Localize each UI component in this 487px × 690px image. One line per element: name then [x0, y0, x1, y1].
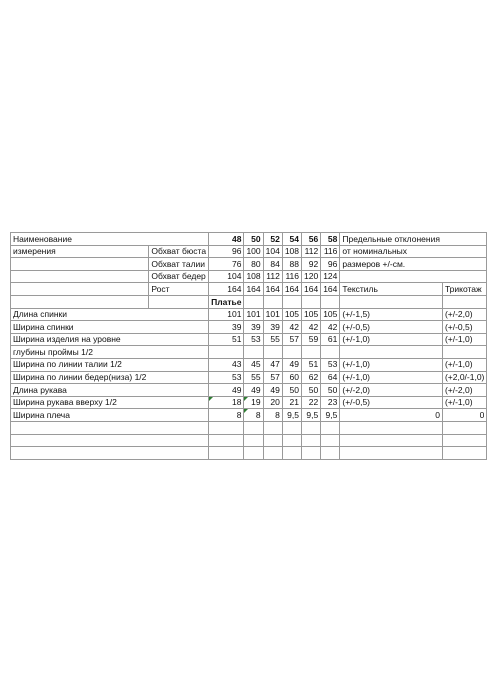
table-cell: 164 — [302, 283, 321, 296]
table-cell — [244, 421, 263, 434]
table-cell: 105 — [302, 308, 321, 321]
table-cell — [340, 447, 443, 460]
table-cell — [340, 421, 443, 434]
table-cell: 49 — [244, 384, 263, 397]
table-cell: 120 — [302, 270, 321, 283]
table-cell — [149, 396, 209, 409]
table-cell: 101 — [209, 308, 244, 321]
table-cell: Ширина спинки — [11, 321, 149, 334]
table-row — [11, 396, 487, 409]
table-cell — [209, 434, 244, 447]
table-cell: 164 — [244, 283, 263, 296]
table-cell — [149, 421, 209, 434]
table-cell — [282, 295, 301, 308]
table-cell: 39 — [244, 321, 263, 334]
table-cell: 0 — [442, 409, 486, 422]
table-cell: Длина рукава — [11, 384, 149, 397]
table-cell — [321, 447, 340, 460]
table-row — [11, 321, 487, 334]
table-cell: 105 — [282, 308, 301, 321]
table-cell — [340, 270, 443, 283]
table-cell: (+/-2,0) — [340, 384, 443, 397]
table-cell: Рост — [149, 283, 209, 296]
table-cell — [209, 346, 244, 359]
table-cell: 59 — [302, 333, 321, 346]
table-cell — [244, 346, 263, 359]
table-cell: 51 — [209, 333, 244, 346]
table-cell — [442, 447, 486, 460]
table-cell: 112 — [302, 245, 321, 258]
table-cell — [442, 233, 486, 246]
table-cell: 116 — [282, 270, 301, 283]
table-cell: 49 — [263, 384, 282, 397]
table-cell: 164 — [209, 283, 244, 296]
table-cell: 42 — [302, 321, 321, 334]
table-cell: 88 — [282, 258, 301, 271]
table-row — [11, 270, 487, 283]
table-cell: 43 — [209, 358, 244, 371]
table-row — [11, 371, 487, 384]
table-cell — [209, 447, 244, 460]
table-cell: 101 — [263, 308, 282, 321]
table-cell: 104 — [263, 245, 282, 258]
table-cell: Обхват талии — [149, 258, 209, 271]
table-cell — [149, 358, 209, 371]
table-cell: (+/-2,0) — [442, 308, 486, 321]
table-cell — [244, 447, 263, 460]
table-cell: 96 — [209, 245, 244, 258]
table-cell: 23 — [321, 396, 340, 409]
table-cell: 9,5 — [321, 409, 340, 422]
table-cell — [321, 434, 340, 447]
table-cell: (+/-1,0) — [442, 333, 486, 346]
table-row — [11, 409, 487, 422]
table-cell: 48 — [209, 233, 244, 246]
table-cell: (+/-1,0) — [340, 371, 443, 384]
table-cell: Текстиль — [340, 283, 443, 296]
table-cell: Ширина изделия на уровне — [11, 333, 149, 346]
table-cell: 39 — [263, 321, 282, 334]
table-cell: Обхват бюста — [149, 245, 209, 258]
table-cell: (+/-0,5) — [442, 321, 486, 334]
table-cell: (+/-1,0) — [442, 358, 486, 371]
table-cell: Наименование — [11, 233, 149, 246]
table-cell: 9,5 — [282, 409, 301, 422]
table-cell: 62 — [302, 371, 321, 384]
table-row — [11, 233, 487, 246]
table-cell — [149, 346, 209, 359]
table-row — [11, 346, 487, 359]
table-cell — [442, 346, 486, 359]
table-cell — [302, 447, 321, 460]
table-cell: Предельные отклонения — [340, 233, 443, 246]
table-cell — [340, 295, 443, 308]
table-cell — [302, 295, 321, 308]
table-row — [11, 295, 487, 308]
table-cell: 9,5 — [302, 409, 321, 422]
table-cell — [149, 233, 209, 246]
table-cell: 47 — [263, 358, 282, 371]
table-cell — [263, 421, 282, 434]
table-cell — [282, 434, 301, 447]
table-cell — [11, 447, 149, 460]
table-cell: 58 — [321, 233, 340, 246]
table-row — [11, 245, 487, 258]
table-cell: 54 — [282, 233, 301, 246]
table-cell: (+/-1,5) — [340, 308, 443, 321]
table-cell — [149, 308, 209, 321]
table-row — [11, 258, 487, 271]
table-cell: Ширина плеча — [11, 409, 149, 422]
table-cell — [209, 421, 244, 434]
table-cell: Обхват бедер — [149, 270, 209, 283]
table-cell: 21 — [282, 396, 301, 409]
table-cell: глубины проймы 1/2 — [11, 346, 149, 359]
table-cell: 104 — [209, 270, 244, 283]
table-cell — [244, 295, 263, 308]
table-cell — [11, 258, 149, 271]
table-cell: 39 — [209, 321, 244, 334]
table-cell: 108 — [244, 270, 263, 283]
table-cell — [321, 295, 340, 308]
table-cell — [11, 295, 149, 308]
table-row — [11, 283, 487, 296]
table-cell: измерения — [11, 245, 149, 258]
table-cell: 8 — [263, 409, 282, 422]
table-cell: (+/-0,5) — [340, 396, 443, 409]
table-cell — [282, 447, 301, 460]
table-cell: 60 — [282, 371, 301, 384]
table-cell: 0 — [340, 409, 443, 422]
table-cell: 50 — [302, 384, 321, 397]
table-cell — [149, 384, 209, 397]
table-cell: 92 — [302, 258, 321, 271]
table-cell: 108 — [282, 245, 301, 258]
table-row — [11, 358, 487, 371]
table-row — [11, 308, 487, 321]
table-cell: 45 — [244, 358, 263, 371]
table-cell — [11, 283, 149, 296]
table-cell — [149, 295, 209, 308]
table-cell: Ширина по линии бедер(низа) 1/2 — [11, 371, 149, 384]
table-cell — [244, 434, 263, 447]
table-cell: 164 — [282, 283, 301, 296]
table-row — [11, 447, 487, 460]
table-cell — [149, 434, 209, 447]
table-cell — [282, 421, 301, 434]
table-cell: 50 — [244, 233, 263, 246]
table-cell: 50 — [282, 384, 301, 397]
table-cell: 20 — [263, 396, 282, 409]
table-cell: 49 — [282, 358, 301, 371]
table-cell: Трикотаж — [442, 283, 486, 296]
table-cell: 57 — [282, 333, 301, 346]
table-cell: Ширина по линии талии 1/2 — [11, 358, 149, 371]
table-cell: 19 — [244, 396, 263, 409]
table-cell — [442, 434, 486, 447]
table-cell — [442, 258, 486, 271]
table-cell — [340, 346, 443, 359]
table-cell: 49 — [209, 384, 244, 397]
table-cell — [340, 434, 443, 447]
table-cell: 55 — [263, 333, 282, 346]
table-cell: 56 — [302, 233, 321, 246]
table-cell — [282, 346, 301, 359]
table-cell: 8 — [244, 409, 263, 422]
table-cell — [442, 421, 486, 434]
table-cell: 42 — [321, 321, 340, 334]
table-cell — [302, 421, 321, 434]
table-cell: 164 — [263, 283, 282, 296]
table-cell — [263, 295, 282, 308]
table-cell: (+/-1,0) — [442, 396, 486, 409]
table-cell: Платье — [209, 295, 244, 308]
table-cell — [149, 371, 209, 384]
table-cell: 55 — [244, 371, 263, 384]
table-cell: 100 — [244, 245, 263, 258]
table-cell: 76 — [209, 258, 244, 271]
table-cell: 61 — [321, 333, 340, 346]
table-cell: 18 — [209, 396, 244, 409]
table-cell — [442, 270, 486, 283]
table-cell — [11, 270, 149, 283]
table-cell: (+2,0/-1,0) — [442, 371, 486, 384]
table-cell: 52 — [263, 233, 282, 246]
table-cell — [263, 346, 282, 359]
table-cell: 64 — [321, 371, 340, 384]
table-cell — [149, 409, 209, 422]
table-cell: 42 — [282, 321, 301, 334]
table-cell: 53 — [244, 333, 263, 346]
table-cell — [149, 321, 209, 334]
table-cell: Ширина рукава вверху 1/2 — [11, 396, 149, 409]
table-cell — [149, 447, 209, 460]
table-cell — [302, 434, 321, 447]
table-cell — [321, 346, 340, 359]
table-row — [11, 384, 487, 397]
table-cell: 8 — [209, 409, 244, 422]
table-cell: 84 — [263, 258, 282, 271]
table-cell: 22 — [302, 396, 321, 409]
table-cell: 101 — [244, 308, 263, 321]
table-cell: 53 — [209, 371, 244, 384]
table-cell: 57 — [263, 371, 282, 384]
table-cell: (+/-0,5) — [340, 321, 443, 334]
table-cell: 105 — [321, 308, 340, 321]
table-row — [11, 421, 487, 434]
table-cell: 80 — [244, 258, 263, 271]
table-cell: Длина спинки — [11, 308, 149, 321]
table-cell: от номинальных — [340, 245, 443, 258]
table-cell: (+/-1,0) — [340, 358, 443, 371]
table-cell — [263, 447, 282, 460]
table-cell: 116 — [321, 245, 340, 258]
table-cell: 96 — [321, 258, 340, 271]
table-row — [11, 434, 487, 447]
table-cell — [442, 295, 486, 308]
table-cell: (+/-1,0) — [340, 333, 443, 346]
table-cell — [11, 434, 149, 447]
table-cell — [263, 434, 282, 447]
size-table — [10, 232, 487, 460]
table-row — [11, 333, 487, 346]
table-cell: 51 — [302, 358, 321, 371]
table-cell: 112 — [263, 270, 282, 283]
table-cell — [321, 421, 340, 434]
table-cell — [442, 245, 486, 258]
table-cell — [11, 421, 149, 434]
table-cell: размеров +/-см. — [340, 258, 443, 271]
table-cell — [149, 333, 209, 346]
table-cell: (+/-2,0) — [442, 384, 486, 397]
table-cell: 53 — [321, 358, 340, 371]
table-cell — [302, 346, 321, 359]
table-cell: 164 — [321, 283, 340, 296]
table-cell: 50 — [321, 384, 340, 397]
table-cell: 124 — [321, 270, 340, 283]
